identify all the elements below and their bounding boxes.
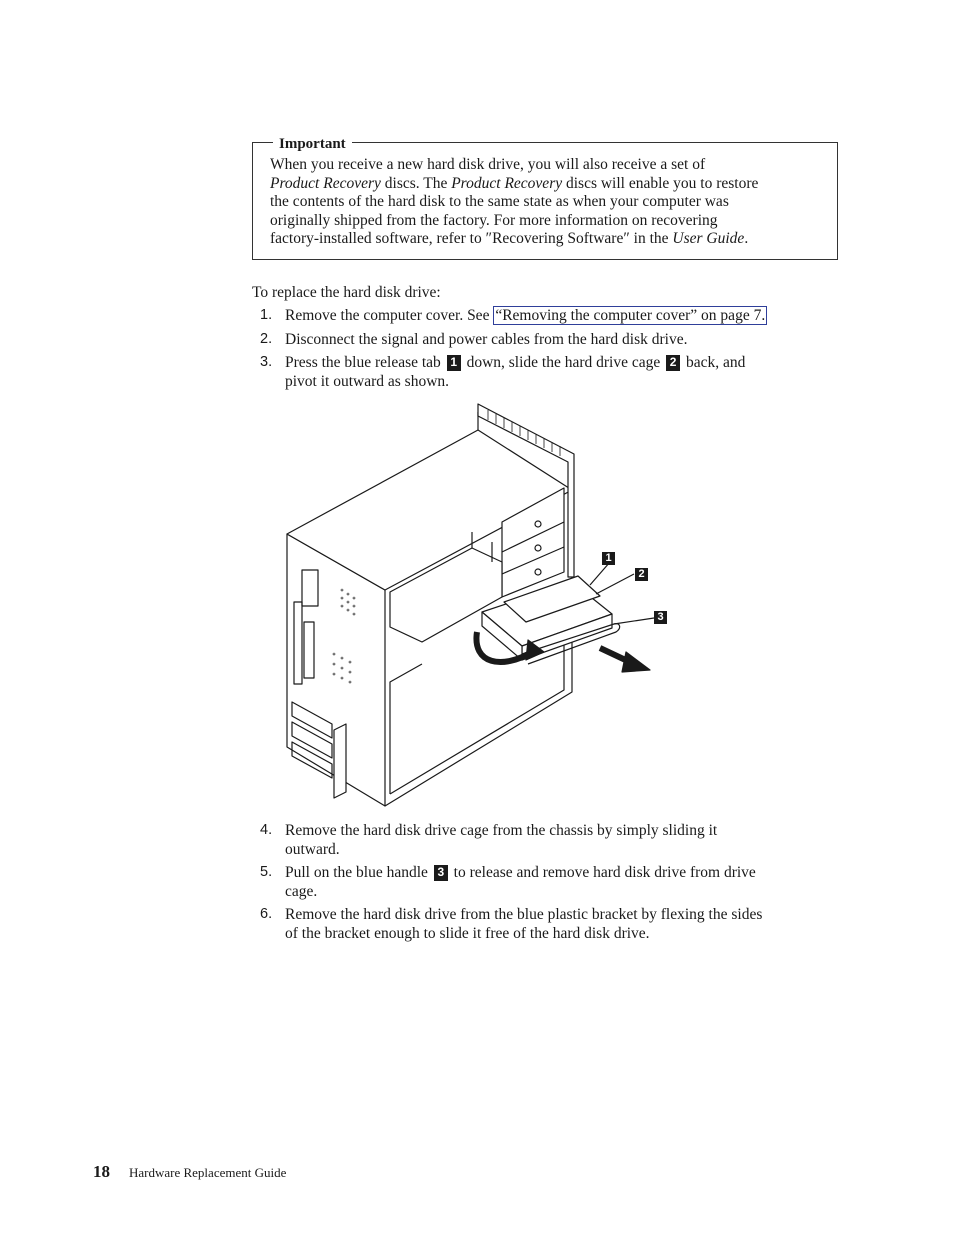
- step-text: [285, 821, 835, 859]
- important-line-1: When you receive a new hard disk drive, you will also receive a set of: [270, 156, 706, 173]
- step-4-line-2: outward.: [285, 841, 340, 858]
- step-text: [285, 353, 835, 391]
- step-1-text: Remove the computer cover. See: [285, 307, 494, 324]
- important-title: Important: [273, 136, 352, 152]
- step-number: 5.: [260, 864, 273, 880]
- intro-text: To replace the hard disk drive:: [252, 284, 441, 301]
- step-number: 4.: [260, 822, 273, 838]
- step-3-text-d: pivot it outward as shown.: [285, 373, 450, 390]
- step-3-text-a: Press the blue release tab: [285, 354, 445, 371]
- step-3-text-b: down, slide the hard drive cage: [462, 354, 665, 371]
- footer-title: Hardware Replacement Guide: [129, 1165, 287, 1180]
- callout-badge: 3: [434, 865, 448, 881]
- step-3-text-c: back, and: [682, 354, 746, 371]
- figure-callout-2: 2: [635, 568, 648, 581]
- step-text: Disconnect the signal and power cables from the hard disk drive.: [285, 331, 688, 348]
- step-number: 1.: [260, 307, 273, 323]
- cover-removal-link[interactable]: “Removing the computer cover” on page 7.: [495, 307, 766, 324]
- important-line-5: [270, 230, 815, 249]
- step-5-text-b: to release and remove hard disk drive from drive: [449, 864, 756, 881]
- important-line-5-end: .: [744, 230, 749, 248]
- step-number: 3.: [260, 354, 273, 370]
- important-line-4: originally shipped from the factory. For more information on recovering: [270, 211, 718, 229]
- important-line-2-end: discs will enable you to restore: [562, 174, 759, 192]
- step-5-text-a: Pull on the blue handle: [285, 864, 432, 881]
- figure-callout-1: 1: [602, 552, 615, 565]
- page-number: 18: [93, 1162, 110, 1181]
- step-5-line-2: cage.: [285, 883, 318, 900]
- product-recovery-term-2: Product Recovery: [451, 174, 563, 192]
- callout-badge: 2: [666, 355, 680, 371]
- step-6-line-2: of the bracket enough to slide it free of the hard disk drive.: [285, 925, 650, 942]
- step-number: 6.: [260, 906, 273, 922]
- important-line-3: the contents of the hard disk to the same state as when your computer was: [270, 193, 729, 211]
- computer-chassis-drawing: [282, 402, 662, 810]
- important-text: [270, 156, 815, 249]
- step-number: 2.: [260, 331, 273, 347]
- step-4-line-1: Remove the hard disk drive cage from the chassis by simply sliding it: [285, 822, 718, 839]
- important-line-2: [270, 175, 815, 194]
- important-notice-box: [252, 136, 838, 260]
- product-recovery-term: Product Recovery: [270, 174, 381, 192]
- step-text: [285, 905, 835, 943]
- important-line-2-mid: discs. The: [380, 174, 452, 192]
- user-guide-term: User Guide: [672, 230, 745, 248]
- step-6-line-1: Remove the hard disk drive from the blue plastic bracket by flexing the sides: [285, 906, 763, 923]
- step-text: [285, 863, 835, 901]
- important-line-5-start: factory-installed software, refer to ″Recovering Software″ in the: [270, 230, 673, 248]
- hard-drive-cage-illustration: [282, 402, 662, 810]
- step-text: [285, 306, 835, 325]
- callout-badge: 1: [447, 355, 461, 371]
- figure-callout-3: 3: [654, 611, 667, 624]
